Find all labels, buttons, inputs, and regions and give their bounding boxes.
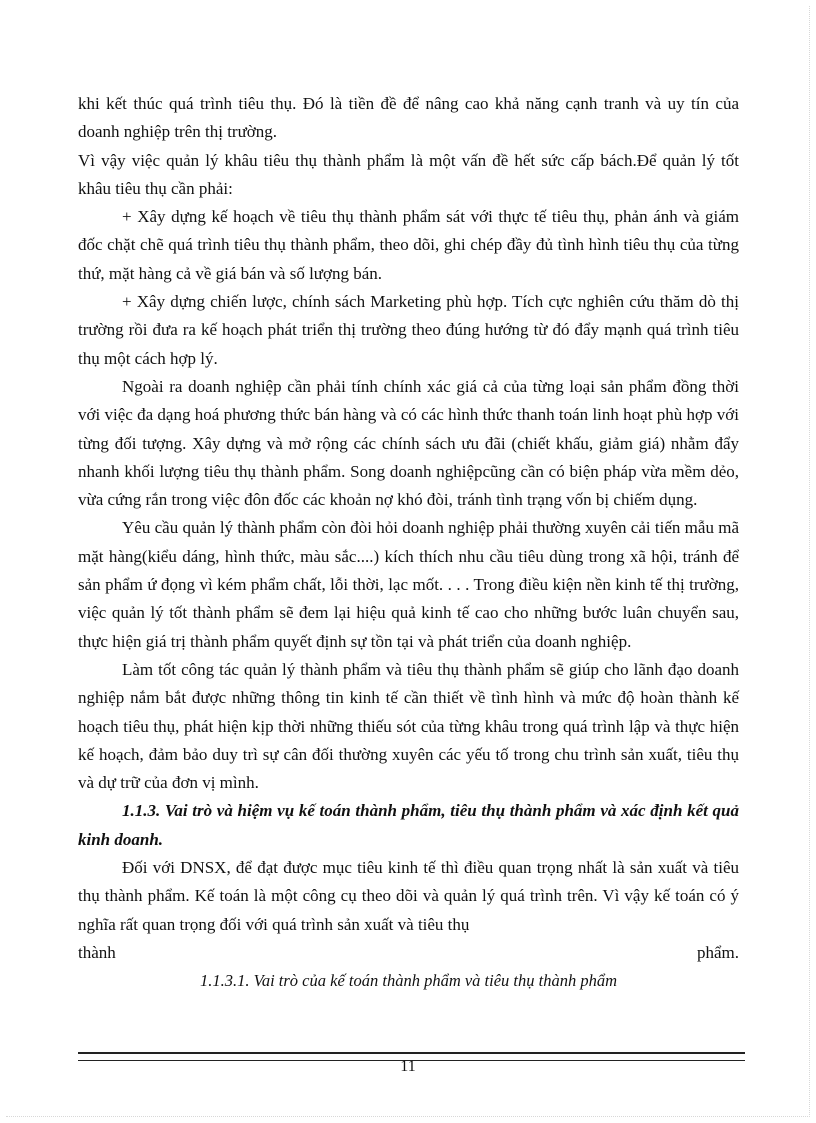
paragraph: Vì vậy việc quản lý khâu tiêu thụ thành phẩm là một vấn đề hết sức cấp bách.Để quản lý tốt khâu tiêu thụ cần phải: xyxy=(78,150,739,198)
paragraph: Làm tốt công tác quản lý thành phẩm và tiêu thụ thành phẩm sẽ giúp cho lãnh đạo doanh nghiệp nắm bắt được những thông tin kinh tế cần thiết về tình hình và mức độ hoàn thành kế hoạch tiêu thụ, phát hiện kịp thời những thiếu sót của từng khâu trong quá trình lập và thực hiện kế hoạch, đảm bảo duy trì sự cân đối thường xuyên các yếu tố trong chu trình sản xuất, tiêu thụ và dự trữ của đơn vị mình. xyxy=(78,659,739,793)
section-heading: 1.1.3. Vai trò và hiệm vụ kế toán thành phẩm, tiêu thụ thành phẩm và xác định kết quả kinh doanh. xyxy=(78,801,739,849)
page-number: 11 xyxy=(400,1058,416,1075)
section-paragraph: Đối với DNSX, để đạt được mục tiêu kinh tế thì điều quan trọng nhất là sản xuất và tiêu thụ thành phẩm. Kế toán là một công cụ theo dõi và quản lý quá trình trên. Vì vậy kế toán có ý nghĩa rất quan trọng đối với quá trình sản xuất và tiêu thụ xyxy=(78,858,739,934)
section-paragraph-last-line xyxy=(78,939,739,967)
subsection-heading: 1.1.3.1. Vai trò của kế toán thành phẩm và tiêu thụ thành phẩm xyxy=(199,971,618,991)
paragraph: Ngoài ra doanh nghiệp cần phải tính chính xác giá cả của từng loại sản phẩm đồng thời với việc đa dạng hoá phương thức bán hàng và có các hình thức thanh toán linh hoạt phù hợp với từng đối tượng. Xây dựng và mở rộng các chính sách ưu đãi (chiết khấu, giảm giá) nhằm đẩy nhanh khối lượng tiêu thụ thành phẩm. Song doanh nghiệpcũng cần có biện pháp vừa mềm dẻo, vừa cứng rắn trong việc đôn đốc các khoản nợ khó đòi, tránh tình trạng vốn bị chiếm dụng. xyxy=(78,376,739,510)
document-body xyxy=(78,90,739,996)
bullet-paragraph: + Xây dựng kế hoạch về tiêu thụ thành phẩm sát với thực tế tiêu thụ, phản ánh và giám đốc chặt chẽ quá trình tiêu thụ thành phẩm, theo dõi, ghi chép đầy đủ tình hình tiêu thụ của từng thứ, mặt hàng cả về giá bán và số lượng bán. xyxy=(78,207,739,283)
paragraph: Yêu cầu quản lý thành phẩm còn đòi hỏi doanh nghiệp phải thường xuyên cải tiến mẫu mã mặt hàng(kiểu dáng, hình thức, màu sắc....) kích thích nhu cầu tiêu dùng trong xã hội, tránh để sản phẩm ứ đọng vì kém phẩm chất, lỗi thời, lạc mốt. . . . Trong điều kiện nền kinh tế thị trường, việc quản lý tốt thành phẩm sẽ đem lại hiệu quả kinh tế cao cho những bước luân chuyển sau, thực hiện giá trị thành phẩm quyết định sự tồn tại và phát triển của doanh nghiệp. xyxy=(78,518,739,651)
last-line-right-word: phẩm. xyxy=(696,942,739,962)
paragraph: khi kết thúc quá trình tiêu thụ. Đó là tiền đề để nâng cao khả năng cạnh tranh và uy tín của doanh nghiệp trên thị trường. xyxy=(78,94,739,142)
bullet-paragraph: + Xây dựng chiến lược, chính sách Marketing phù hợp. Tích cực nghiên cứu thăm dò thị trường rồi đưa ra kế hoạch phát triển thị trường theo đúng hướng từ đó đẩy mạnh quá trình tiêu thụ một cách hợp lý. xyxy=(78,292,739,368)
last-line-left-word: thành xyxy=(78,942,116,962)
